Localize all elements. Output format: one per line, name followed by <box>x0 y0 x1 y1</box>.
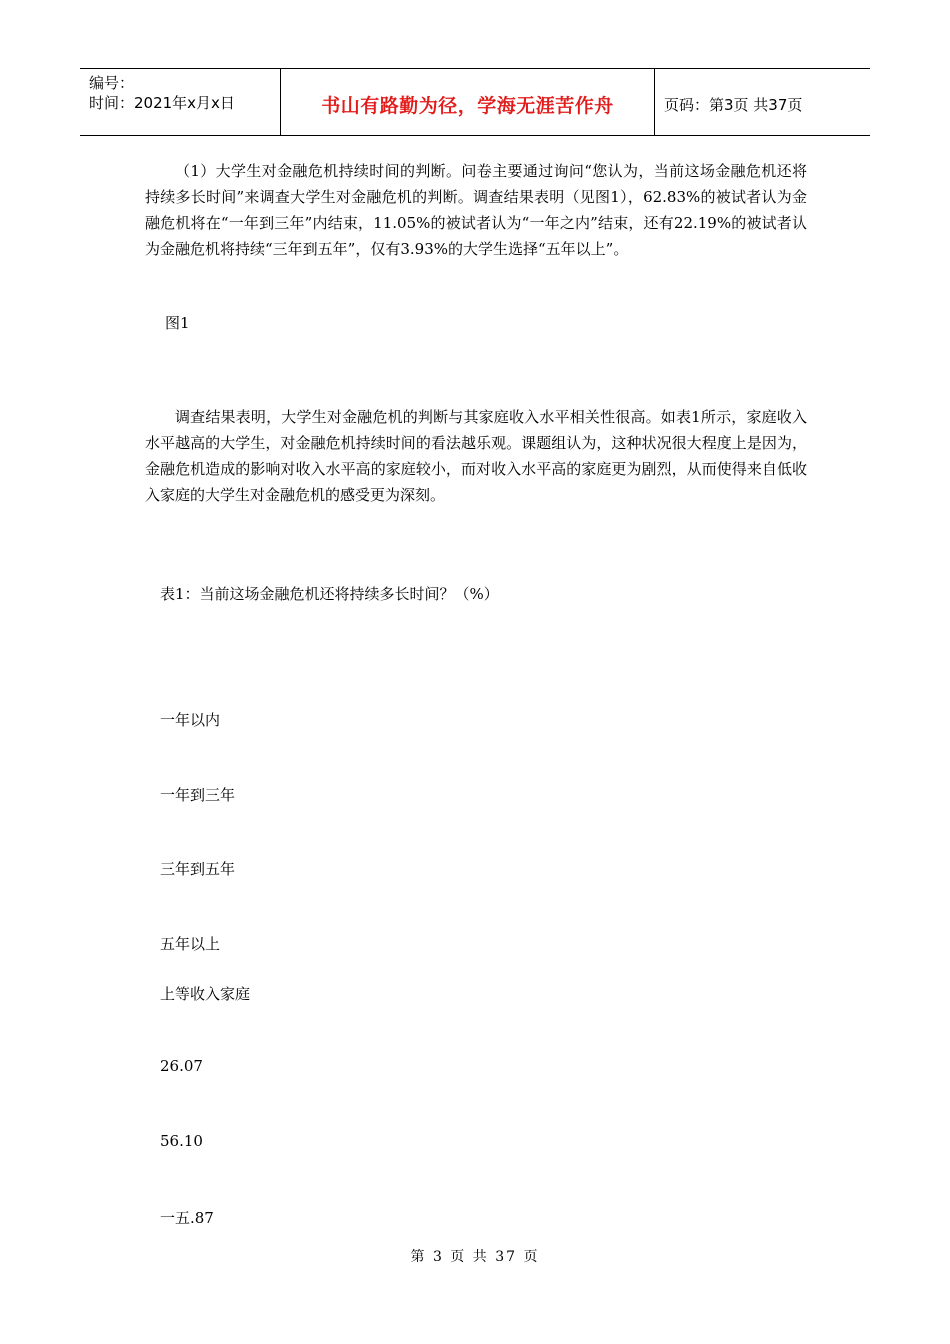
header-motto: 书山有路勤为径，学海无涯苦作舟 <box>321 95 614 117</box>
page-footer: 第 3 页 共 37 页 <box>410 1249 540 1265</box>
table-line: 26.07 <box>160 1057 203 1075</box>
table-title: 表1：当前这场金融危机还将持续多长时间？（%） <box>160 585 499 603</box>
table-line: 上等收入家庭 <box>160 985 251 1003</box>
paragraph-2: 调查结果表明，大学生对金融危机的判断与其家庭收入水平相关性很高。如表1所示，家庭收入水平越高的大学生，对金融危机持续时间的看法越乐观。课题组认为，这种状况很大程度上是因为，金融危机造成的影响对收入水平高的家庭较小，而对收入水平高的家庭更为剧烈，从而使得来自低收入家庭的大学生对金融危机的感受更为深刻。 <box>145 408 807 504</box>
table-line: 三年到五年 <box>160 860 236 878</box>
page-header <box>80 68 870 136</box>
header-page-info: 页码：第3页 共37页 <box>664 96 803 114</box>
header-page-cell <box>655 69 870 135</box>
table-line: 五年以上 <box>160 935 221 953</box>
header-meta-cell <box>80 69 281 135</box>
figure-label: 图1 <box>165 314 190 332</box>
header-motto-cell <box>281 69 655 135</box>
paragraph-1: （1）大学生对金融危机持续时间的判断。问卷主要通过询问“您认为，当前这场金融危机还将持续多长时间”来调查大学生对金融危机的判断。调查结果表明（见图1），62.83%的被试者认为金融危机将在“一年到三年”内结束，11.05%的被试者认为“一年之内”结束，还有22.19%的被试者认为金融危机将持续“三年到五年”，仅有3.93%的大学生选择“五年以上”。 <box>145 162 807 258</box>
time-label: 时间：2021年x月x日 <box>89 94 235 112</box>
code-label: 编号： <box>89 74 135 92</box>
table-line: 一年到三年 <box>160 786 236 804</box>
table-line: 一五.87 <box>160 1209 214 1227</box>
table-line: 一年以内 <box>160 711 221 729</box>
table-line: 56.10 <box>160 1132 203 1150</box>
